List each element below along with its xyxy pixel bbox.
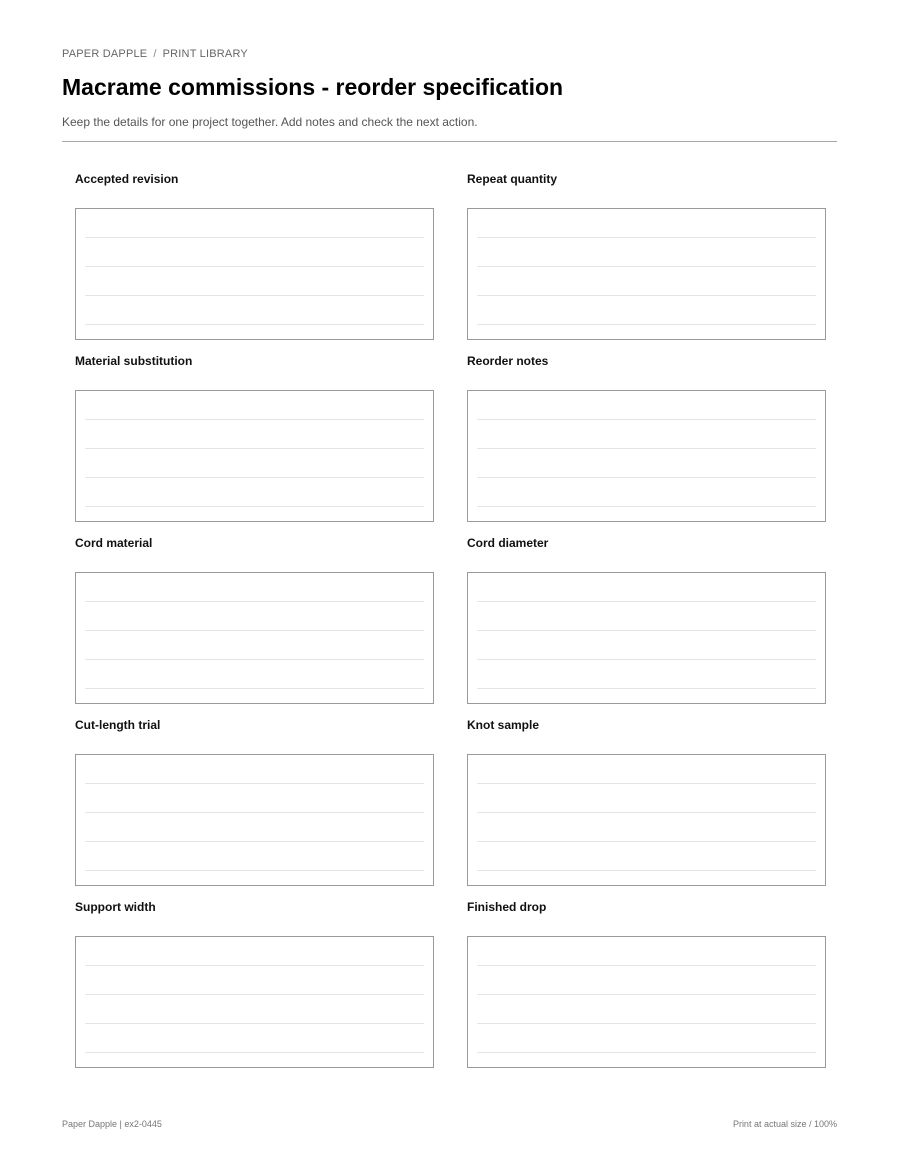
ruled-line: [85, 841, 424, 842]
field-label: Cord material: [75, 536, 153, 550]
ruled-line: [85, 688, 424, 689]
ruled-line: [85, 419, 424, 420]
breadcrumb-section: PRINT LIBRARY: [162, 48, 248, 60]
ruled-line: [85, 266, 424, 267]
field-label: Cord diameter: [467, 536, 549, 550]
ruled-line: [85, 965, 424, 966]
ruled-line: [477, 812, 816, 813]
ruled-line: [477, 659, 816, 660]
ruled-line: [477, 630, 816, 631]
breadcrumb: [62, 48, 248, 60]
field-finished-drop: [467, 900, 826, 1064]
field-grid: [75, 172, 826, 1064]
ruled-line: [85, 1023, 424, 1024]
field-accepted-revision: [75, 172, 434, 336]
ruled-line: [477, 994, 816, 995]
ruled-line: [477, 266, 816, 267]
field-label: Accepted revision: [75, 172, 179, 186]
ruled-line: [477, 324, 816, 325]
ruled-line: [477, 965, 816, 966]
ruled-line: [85, 783, 424, 784]
writing-box[interactable]: [75, 754, 434, 886]
ruled-line: [85, 630, 424, 631]
writing-box[interactable]: [467, 754, 826, 886]
ruled-line: [85, 659, 424, 660]
ruled-line: [477, 477, 816, 478]
ruled-line: [477, 237, 816, 238]
ruled-line: [477, 688, 816, 689]
field-label: Knot sample: [467, 718, 540, 732]
ruled-line: [85, 812, 424, 813]
ruled-line: [477, 506, 816, 507]
ruled-line: [85, 601, 424, 602]
field-support-width: [75, 900, 434, 1064]
field-cut-length-trial: [75, 718, 434, 882]
ruled-line: [85, 324, 424, 325]
footer-print-note: Print at actual size / 100%: [732, 1119, 837, 1129]
ruled-line: [477, 1023, 816, 1024]
ruled-line: [477, 295, 816, 296]
field-repeat-quantity: [467, 172, 826, 336]
writing-box[interactable]: [75, 936, 434, 1068]
ruled-line: [85, 1052, 424, 1053]
ruled-line: [85, 295, 424, 296]
ruled-line: [85, 870, 424, 871]
page-subtitle: Keep the details for one project together. Add notes and check the next action.: [62, 115, 478, 129]
ruled-line: [477, 870, 816, 871]
writing-box[interactable]: [75, 208, 434, 340]
writing-box[interactable]: [467, 936, 826, 1068]
field-label: Material substitution: [75, 354, 193, 368]
writing-box[interactable]: [75, 572, 434, 704]
ruled-line: [477, 601, 816, 602]
writing-box[interactable]: [467, 208, 826, 340]
breadcrumb-brand: PAPER DAPPLE: [62, 48, 148, 60]
field-label: Finished drop: [467, 900, 547, 914]
ruled-line: [477, 1052, 816, 1053]
footer-document-id: Paper Dapple | ex2-0445: [62, 1119, 162, 1129]
writing-box[interactable]: [467, 572, 826, 704]
field-label: Cut-length trial: [75, 718, 161, 732]
field-cord-diameter: [467, 536, 826, 700]
ruled-line: [85, 477, 424, 478]
field-knot-sample: [467, 718, 826, 882]
header-divider: [62, 141, 837, 142]
breadcrumb-separator: /: [153, 48, 157, 60]
field-material-substitution: [75, 354, 434, 518]
page-title: Macrame commissions - reorder specification: [62, 74, 564, 100]
ruled-line: [85, 994, 424, 995]
ruled-line: [477, 841, 816, 842]
ruled-line: [85, 237, 424, 238]
ruled-line: [477, 448, 816, 449]
ruled-line: [85, 506, 424, 507]
field-label: Repeat quantity: [467, 172, 558, 186]
ruled-line: [477, 783, 816, 784]
field-cord-material: [75, 536, 434, 700]
field-label: Support width: [75, 900, 156, 914]
writing-box[interactable]: [75, 390, 434, 522]
writing-box[interactable]: [467, 390, 826, 522]
ruled-line: [85, 448, 424, 449]
field-label: Reorder notes: [467, 354, 549, 368]
field-reorder-notes: [467, 354, 826, 518]
ruled-line: [477, 419, 816, 420]
